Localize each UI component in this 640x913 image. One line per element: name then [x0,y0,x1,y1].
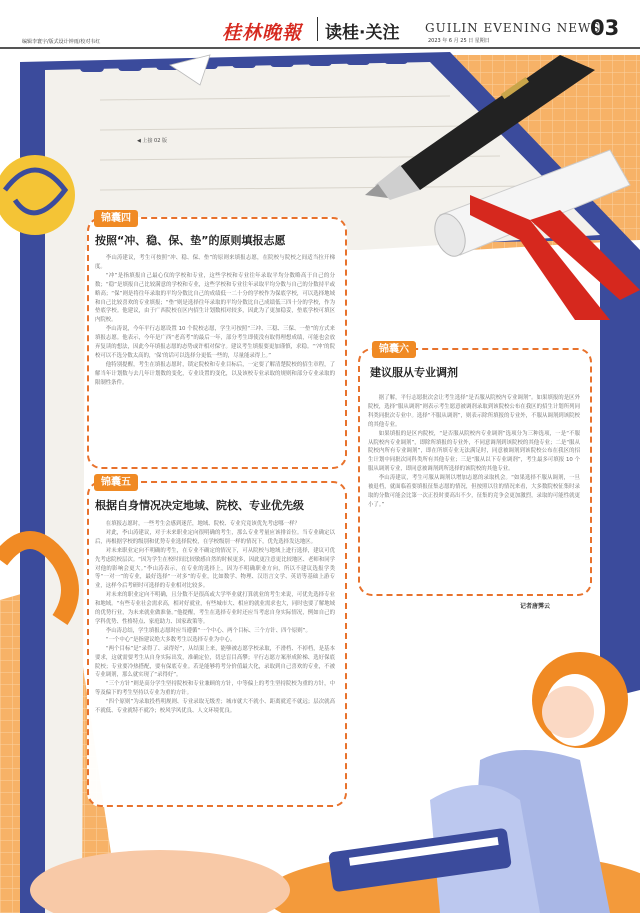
paragraph: “两个目标”是“录得了、录得好”，从结果上来，能够被志愿学校录取，不滑档、不掉档，是基本要求，这就需要考生从自身实际出发，准确定位，切忌盲目高攀；平行志愿方案形成阶梯、选好保底院校；专业要冷热搭配，要有保底专业。若是能够将考分价值最大化，录取到自己喜欢的专业，不被专业调剂，那么就实现了“录得好”。 [95,645,335,679]
paragraph: “四个原则”为录取投档明规则、专业录取无级差；城市就大不就小、距离就近不就远；层次就高不就低、专业就特不就冷；校风学风优良、人文环境优良。 [95,699,335,715]
section-name: 读桂·关注 [325,23,400,43]
continued-from: ◀ 上接 02 版 [137,138,167,144]
page-number: 03 [590,16,620,40]
section-heading-4: 按照“冲、稳、保、垫”的原则填报志愿 [95,234,286,247]
editor-credits: 编辑李寰宇/版式设计钟雨/校对韦红 [22,39,101,45]
section-tag-4: 锦囊四 [94,210,138,227]
section-heading-6: 建议服从专业调剂 [370,366,458,379]
paragraph: 李山涛说，今年平行志愿设置 10 个院校志愿，学生可按照“三冲、三稳、三保、一垫”的方式来填报志愿。他表示，今年是广西“老高考”的最后一年，部分考生即使没有取得理想成绩，可能也会放弃复读的想法，因此今年填报志愿的态势或许相对保守。建议考生填报要更加谨慎，求稳。“‘冲’的院校可以不选分数太高的，‘保’的话可以选择分更低一些的，尽量能录得上。” [95,326,335,359]
paragraph: “冲”是指填报自己最心仪的学校和专业，这些学校和专业往年录取平均分数略高于自己的分数；“稳”是填报自己比较满意的学校和专业，这些学校和专业往年录取平均分数与自己的分数持平或略高；“保”则是将往年录取的平均分数比自己的成绩低一二十分的学校作为保底学校，可以选择地域和自己比较喜欢的专业填报；“垫”则是选择往年录取的平均分数比自己成绩低三四十分的学校，作为垫底学校。他建议，由于广西院校在区内招生计划数相对较多，因此为了更加稳妥，垫底学校可填区内院校。 [95,272,335,324]
english-title: GUILIN EVENING NEWS [425,21,601,35]
speaker-icon: ◀ [137,138,141,144]
paragraph: 对未来职业定向不明确的考生，在专业不确定的情况下，可从院校与地域上进行选择，建议可优先考虑院校层次。“因为学生在校时间比较敏感自然的时候更多，因此更注意更比较地区、老师和同学对他的影响会更大。”李山涛表示，在专业的选择上，因为不明确职业方向，所以不建议选报学类等“一对一”的专业，最好选择“一对多”的专业，比如数学、物理、汉语言文学、英语等基础上游专业，这样今后考研时可选择的专业相对比较多。 [95,547,335,590]
paragraph: “一个中心”是指建议绝大多数考生以选择专业为中心。 [105,636,236,643]
paragraph: 对未来的职业定向不明确，且分数不是很高或大学毕业就打算就业的考生来说，可优先选择专业和地域。“有些专业社会需求高，相对好就业，有些城市大、相应的就业需求也大，同时也要了解地域的优势行业，为未来就业做准备。”他提醒，考生在选择专业时还应当考虑自身实际情况，例如自己的学科优势、性格特点、家庭助力、国家政策等。 [95,592,335,625]
section-body-4 [95,254,335,388]
paragraph: 如果填报的是区内院校，“是否服从院校内专业调剂”选项分为三种选项，一是“不服从院校内专业调剂”，即除所填报的专业外，不同意调剂到该院校的其他专业；二是“服从院校内所有专业调剂”，即在所填专业无法满足时，同意被调剂到该院校公布在我区的招生计划中同批次同科类所有其他专业；三是“服从以下专业调剂”，考生最多可填报 10 个服从调剂专业，即同意被调剂到所选择的该院校的其他专业。 [368,430,580,473]
paragraph: 李山涛建议，考生可服从调剂以增加志愿的录取机会。“如果选择不服从调剂，一旦被退档，就面临着要填报征集志愿的情况，但按照以往的情况来看，大多数院校征集时录取的分数可能会比第一次正投时要高出不少，征集的竞争会更加激烈，录取的可能性就更小了。” [368,475,580,508]
paragraph: 李山涛总结，学生填报志愿时应当遵循“一个中心、两个目标、三个方针、四个原则”。 [105,627,311,634]
paragraph: “三个方针”则是高分学生坚持院校和专业兼顾的方针，中等偏上的考生坚持院校为重的方针，中等及偏下的考生坚持以专业为重的方针。 [95,681,335,697]
byline: 记者唐霁云 [520,603,551,610]
newspaper-logo: 桂林晚報 [222,22,303,44]
section-body-6 [368,394,580,510]
masthead-rule [0,47,640,49]
paragraph: 他特别提醒，考生在填报志愿时，锁定院校和专业目标后，一定要了解清楚院校的招生章程，了解当年计划数与去几年计划数的变化，专业设置的变化，以及该校专业录取的规则和部分专业录取的限制性条件。 [95,361,335,386]
paragraph: 在填报志愿时，一些考生会感到迷茫，地域、院校、专业究竟该优先考虑哪一样？ [105,521,300,527]
masthead-divider [317,17,318,41]
paragraph: 据了解，平行志愿批次会让考生选择“是否服从院校内专业调剂”。如果填报的是区外院校，选择“服从调剂”则表示考生愿意被调剂录取到该院校公布在我区的招生计划所列同科类同批次专业中。选择“不服从调剂”，则表示除所填报的专业外，不服从调剂到该院校的其他专业。 [368,395,580,428]
section-tag-6: 锦囊六 [372,341,416,358]
masthead [0,0,640,46]
section-heading-5: 根据自身情况决定地域、院校、专业优先级 [95,499,304,512]
section-tag-5: 锦囊五 [94,474,138,491]
section-body-5 [95,520,335,716]
paragraph: 李山涛建议，考生可按照“冲、稳、保、垫”的原则来填报志愿，在院校与院校之间适当拉开梯度。 [95,255,335,270]
issue-date: 2023 年 6 月 25 日 星期日 [428,38,490,44]
paragraph: 对此，李山涛建议，对于未来职业定向很明确的考生，那么专业考量应该排首位。当专业确定以后，再根据学校的级别和优势专业选择院校，在学校级别一样的情况下，优先选择发达地区。 [95,529,335,545]
